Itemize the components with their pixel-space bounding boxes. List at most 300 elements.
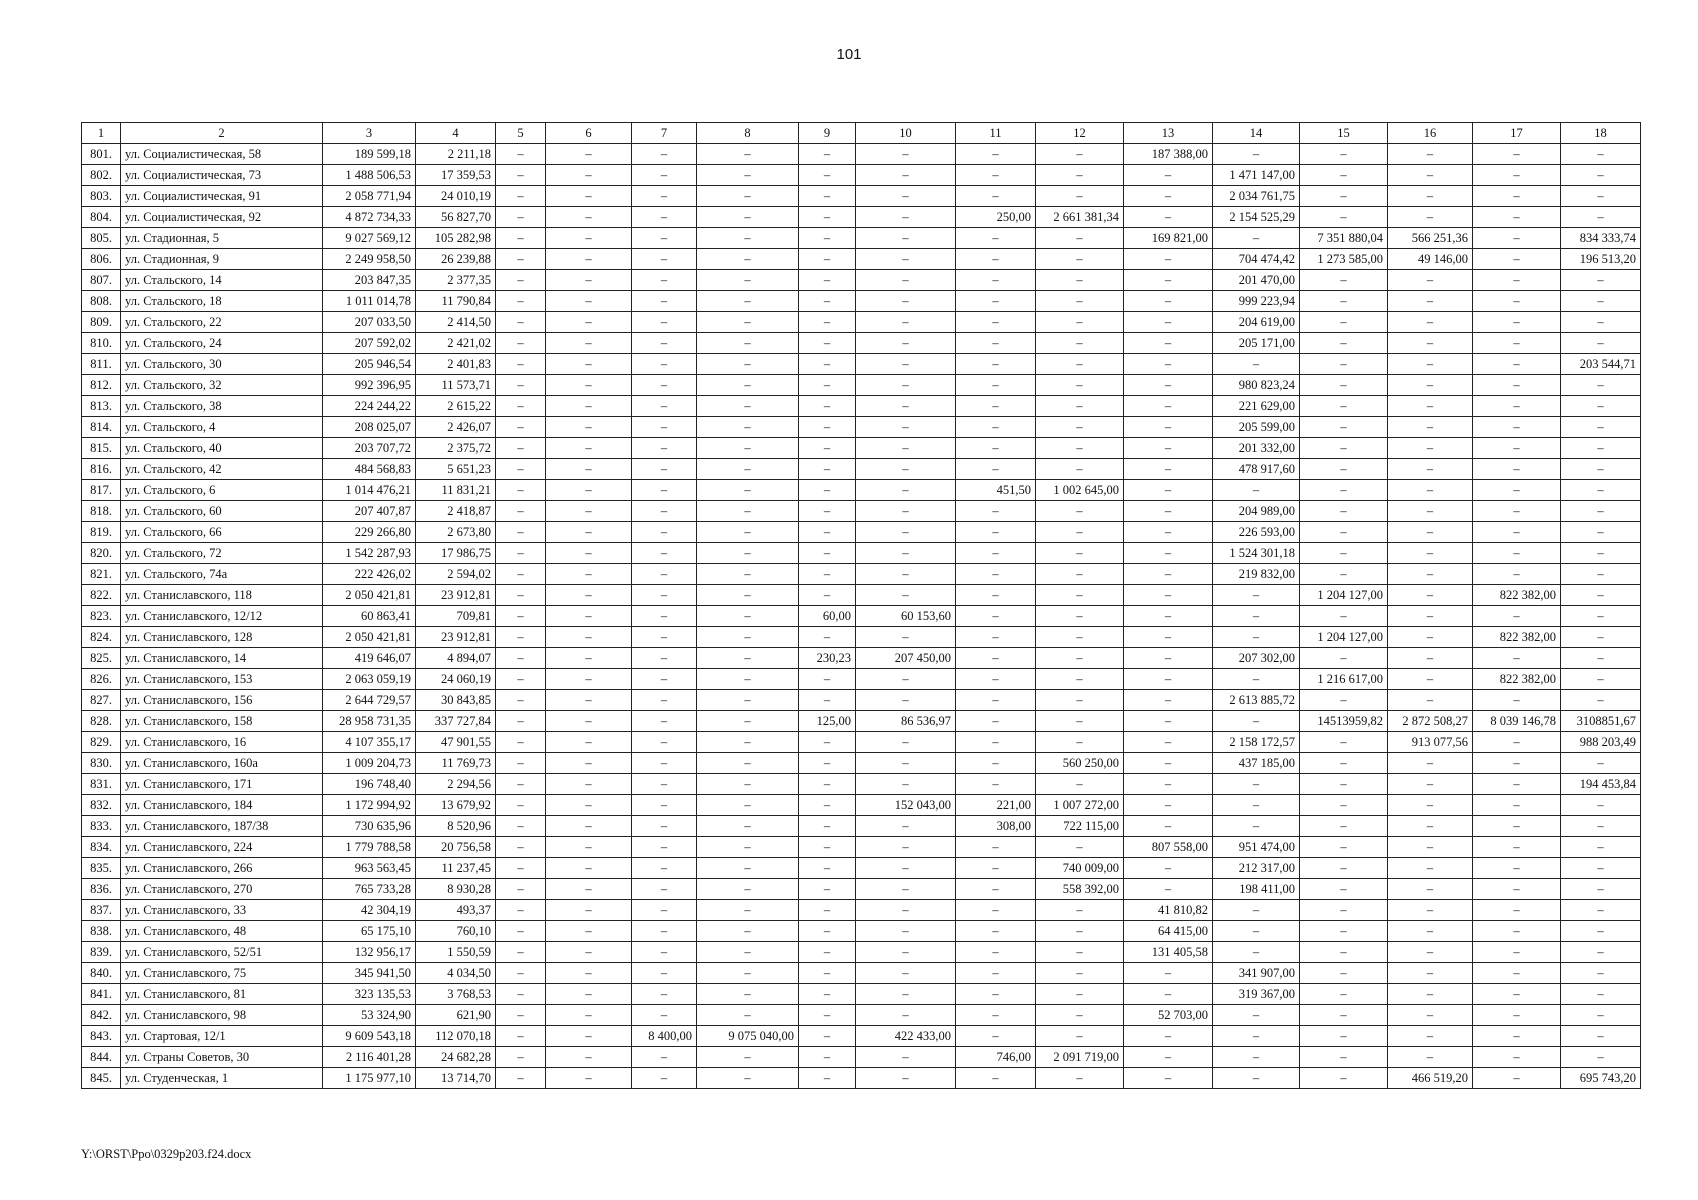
table-cell: – — [697, 501, 799, 522]
table-cell: – — [1124, 795, 1213, 816]
table-cell: – — [1213, 774, 1300, 795]
table-row — [82, 921, 1641, 942]
table-cell: 205 599,00 — [1213, 417, 1300, 438]
table-cell: 814. — [82, 417, 121, 438]
table-cell: – — [632, 501, 697, 522]
table-cell: – — [1213, 1026, 1300, 1047]
table-cell: 822 382,00 — [1473, 669, 1561, 690]
table-cell: – — [1124, 186, 1213, 207]
table-cell: – — [697, 207, 799, 228]
table-cell: – — [1473, 732, 1561, 753]
table-cell: – — [546, 144, 632, 165]
address-cell: ул. Стальского, 72 — [121, 543, 323, 564]
table-cell: – — [546, 837, 632, 858]
header-cell: 18 — [1561, 123, 1641, 144]
table-row — [82, 312, 1641, 333]
table-cell: – — [697, 480, 799, 501]
table-cell: – — [697, 396, 799, 417]
table-cell: – — [1300, 984, 1388, 1005]
table-cell: – — [1473, 375, 1561, 396]
address-cell: ул. Стадионная, 9 — [121, 249, 323, 270]
table-cell: – — [632, 564, 697, 585]
table-cell: – — [856, 312, 956, 333]
table-cell: – — [1388, 165, 1473, 186]
table-cell: – — [1388, 606, 1473, 627]
address-cell: ул. Стадионная, 5 — [121, 228, 323, 249]
table-cell: – — [632, 396, 697, 417]
table-cell: – — [1036, 564, 1124, 585]
table-cell: – — [1124, 165, 1213, 186]
table-cell: – — [956, 417, 1036, 438]
table-cell: – — [1388, 879, 1473, 900]
address-cell: ул. Социалистическая, 91 — [121, 186, 323, 207]
table-cell: – — [1036, 1068, 1124, 1089]
table-cell: – — [1561, 396, 1641, 417]
table-cell: 323 135,53 — [323, 984, 416, 1005]
table-cell: – — [496, 270, 546, 291]
table-cell: – — [546, 564, 632, 585]
table-cell: 730 635,96 — [323, 816, 416, 837]
table-cell: 30 843,85 — [416, 690, 496, 711]
table-cell: 221,00 — [956, 795, 1036, 816]
table-cell: – — [856, 396, 956, 417]
table-cell: 2 401,83 — [416, 354, 496, 375]
address-cell: ул. Станиславского, 171 — [121, 774, 323, 795]
table-cell: – — [856, 753, 956, 774]
header-cell: 10 — [856, 123, 956, 144]
table-cell: – — [1300, 165, 1388, 186]
table-cell: – — [856, 459, 956, 480]
table-cell: – — [496, 1047, 546, 1068]
table-cell: – — [1300, 291, 1388, 312]
table-cell: 60 153,60 — [856, 606, 956, 627]
table-cell: – — [1036, 585, 1124, 606]
table-row — [82, 270, 1641, 291]
table-cell: – — [956, 900, 1036, 921]
table-cell: – — [697, 375, 799, 396]
table-cell: – — [697, 690, 799, 711]
table-cell: – — [956, 774, 1036, 795]
table-cell: – — [632, 1047, 697, 1068]
header-cell: 2 — [121, 123, 323, 144]
table-cell: – — [1300, 354, 1388, 375]
table-cell: 840. — [82, 963, 121, 984]
table-cell: – — [1300, 942, 1388, 963]
table-cell: – — [1473, 291, 1561, 312]
table-cell: – — [632, 984, 697, 1005]
table-cell: 17 359,53 — [416, 165, 496, 186]
table-cell: – — [546, 417, 632, 438]
table-cell: – — [856, 186, 956, 207]
table-cell: – — [1473, 480, 1561, 501]
table-cell: 337 727,84 — [416, 711, 496, 732]
header-cell: 4 — [416, 123, 496, 144]
table-cell: 2 644 729,57 — [323, 690, 416, 711]
table-cell: – — [956, 333, 1036, 354]
table-cell: – — [1561, 543, 1641, 564]
table-cell: – — [1300, 963, 1388, 984]
table-cell: 2 116 401,28 — [323, 1047, 416, 1068]
table-cell: – — [1388, 816, 1473, 837]
address-cell: ул. Станиславского, 48 — [121, 921, 323, 942]
table-cell: – — [546, 669, 632, 690]
table-cell: – — [956, 186, 1036, 207]
table-cell: – — [697, 984, 799, 1005]
table-cell: 807 558,00 — [1124, 837, 1213, 858]
table-cell: 20 756,58 — [416, 837, 496, 858]
table-cell: 2 211,18 — [416, 144, 496, 165]
table-cell: – — [856, 858, 956, 879]
table-cell: – — [1124, 459, 1213, 480]
table-cell: – — [1124, 858, 1213, 879]
table-cell: – — [956, 984, 1036, 1005]
table-cell: – — [799, 816, 856, 837]
table-cell: – — [1300, 1026, 1388, 1047]
table-cell: – — [1561, 816, 1641, 837]
table-cell: – — [956, 354, 1036, 375]
address-cell: ул. Стальского, 40 — [121, 438, 323, 459]
table-row — [82, 1005, 1641, 1026]
table-cell: – — [496, 564, 546, 585]
table-cell: 56 827,70 — [416, 207, 496, 228]
table-cell: – — [956, 942, 1036, 963]
table-cell: – — [632, 333, 697, 354]
table-cell: – — [1213, 816, 1300, 837]
table-cell: – — [1388, 417, 1473, 438]
table-cell: 829. — [82, 732, 121, 753]
table-cell: – — [546, 732, 632, 753]
table-cell: – — [856, 585, 956, 606]
table-cell: – — [632, 627, 697, 648]
table-cell: – — [697, 585, 799, 606]
table-row — [82, 879, 1641, 900]
table-cell: – — [496, 669, 546, 690]
table-cell: – — [1473, 564, 1561, 585]
table-cell: – — [1561, 1005, 1641, 1026]
table-cell: – — [1036, 312, 1124, 333]
table-cell: – — [1561, 1047, 1641, 1068]
table-cell: – — [1124, 1047, 1213, 1068]
table-cell: – — [1561, 921, 1641, 942]
table-cell: – — [546, 480, 632, 501]
table-cell: – — [956, 438, 1036, 459]
table-row — [82, 207, 1641, 228]
table-cell: – — [956, 690, 1036, 711]
table-cell: 760,10 — [416, 921, 496, 942]
table-cell: – — [1036, 438, 1124, 459]
table-cell: 219 832,00 — [1213, 564, 1300, 585]
table-cell: – — [1036, 459, 1124, 480]
table-cell: – — [1473, 354, 1561, 375]
table-cell: – — [1388, 1047, 1473, 1068]
table-cell: – — [1388, 753, 1473, 774]
table-cell: – — [697, 438, 799, 459]
table-cell: – — [799, 858, 856, 879]
table-cell: – — [1213, 354, 1300, 375]
table-cell: 988 203,49 — [1561, 732, 1641, 753]
table-cell: – — [632, 606, 697, 627]
table-cell: 828. — [82, 711, 121, 732]
table-cell: – — [1213, 585, 1300, 606]
table-cell: – — [546, 1068, 632, 1089]
table-cell: – — [799, 1068, 856, 1089]
table-cell: – — [546, 522, 632, 543]
table-cell: – — [546, 795, 632, 816]
table-cell: 1 216 617,00 — [1300, 669, 1388, 690]
address-cell: ул. Станиславского, 33 — [121, 900, 323, 921]
table-cell: – — [1036, 606, 1124, 627]
table-cell: – — [496, 984, 546, 1005]
table-cell: – — [1473, 816, 1561, 837]
table-cell: – — [856, 165, 956, 186]
table-cell: – — [956, 270, 1036, 291]
table-cell: 4 894,07 — [416, 648, 496, 669]
table-cell: – — [697, 795, 799, 816]
table-cell: – — [799, 270, 856, 291]
table-cell: – — [1124, 396, 1213, 417]
header-cell: 7 — [632, 123, 697, 144]
table-cell: – — [1124, 207, 1213, 228]
table-cell: 60 863,41 — [323, 606, 416, 627]
header-cell: 12 — [1036, 123, 1124, 144]
table-cell: – — [799, 207, 856, 228]
header-row — [82, 123, 1641, 144]
table-cell: – — [546, 354, 632, 375]
table-cell: – — [956, 732, 1036, 753]
table-cell: – — [697, 837, 799, 858]
table-cell: – — [956, 459, 1036, 480]
table-cell: – — [956, 627, 1036, 648]
table-row — [82, 606, 1641, 627]
address-cell: ул. Станиславского, 270 — [121, 879, 323, 900]
table-cell: – — [956, 669, 1036, 690]
table-cell: – — [1561, 186, 1641, 207]
table-cell: – — [1300, 333, 1388, 354]
table-cell: – — [546, 648, 632, 669]
address-cell: ул. Станиславского, 184 — [121, 795, 323, 816]
table-cell: 1 014 476,21 — [323, 480, 416, 501]
table-cell: 23 912,81 — [416, 585, 496, 606]
table-cell: 824. — [82, 627, 121, 648]
table-cell: 841. — [82, 984, 121, 1005]
header-cell: 17 — [1473, 123, 1561, 144]
table-cell: – — [1300, 564, 1388, 585]
table-cell: – — [1561, 459, 1641, 480]
table-cell: – — [697, 291, 799, 312]
table-cell: – — [1473, 1068, 1561, 1089]
table-cell: 817. — [82, 480, 121, 501]
table-cell: – — [1300, 522, 1388, 543]
table-cell: – — [697, 564, 799, 585]
table-cell: 1 011 014,78 — [323, 291, 416, 312]
header-cell: 5 — [496, 123, 546, 144]
table-cell: – — [856, 942, 956, 963]
table-cell: 2 050 421,81 — [323, 585, 416, 606]
table-cell: – — [496, 900, 546, 921]
table-cell: – — [697, 354, 799, 375]
table-cell: – — [956, 375, 1036, 396]
table-cell: – — [956, 144, 1036, 165]
table-cell: – — [856, 732, 956, 753]
table-cell: – — [546, 333, 632, 354]
table-cell: – — [1036, 396, 1124, 417]
table-cell: – — [1473, 837, 1561, 858]
table-row — [82, 543, 1641, 564]
table-cell: 345 941,50 — [323, 963, 416, 984]
address-cell: ул. Станиславского, 156 — [121, 690, 323, 711]
table-cell: 2 294,56 — [416, 774, 496, 795]
table-cell: – — [1388, 648, 1473, 669]
table-cell: – — [956, 921, 1036, 942]
header-cell: 3 — [323, 123, 416, 144]
table-cell: – — [632, 921, 697, 942]
table-cell: – — [632, 375, 697, 396]
table-cell: – — [1124, 312, 1213, 333]
table-cell: – — [1124, 480, 1213, 501]
table-cell: – — [496, 648, 546, 669]
table-cell: – — [1473, 417, 1561, 438]
table-row — [82, 249, 1641, 270]
table-cell: – — [1124, 816, 1213, 837]
table-cell: 196 748,40 — [323, 774, 416, 795]
table-row — [82, 375, 1641, 396]
table-cell: – — [1561, 942, 1641, 963]
table-cell: 2 872 508,27 — [1388, 711, 1473, 732]
table-cell: – — [856, 270, 956, 291]
address-cell: ул. Станиславского, 75 — [121, 963, 323, 984]
table-cell: 419 646,07 — [323, 648, 416, 669]
table-cell: – — [1036, 144, 1124, 165]
table-cell: – — [1388, 837, 1473, 858]
table-cell: – — [799, 732, 856, 753]
table-cell: – — [697, 963, 799, 984]
address-cell: ул. Стальского, 66 — [121, 522, 323, 543]
table-cell: 198 411,00 — [1213, 879, 1300, 900]
table-cell: – — [1473, 753, 1561, 774]
table-cell: 765 733,28 — [323, 879, 416, 900]
table-row — [82, 459, 1641, 480]
table-cell: – — [1388, 900, 1473, 921]
table-cell: 810. — [82, 333, 121, 354]
table-cell: – — [632, 249, 697, 270]
address-cell: ул. Стальского, 74а — [121, 564, 323, 585]
table-cell: – — [799, 879, 856, 900]
table-cell: – — [956, 312, 1036, 333]
table-cell: – — [1388, 291, 1473, 312]
table-cell: – — [546, 984, 632, 1005]
table-cell: – — [799, 795, 856, 816]
table-cell: – — [1036, 648, 1124, 669]
table-row — [82, 165, 1641, 186]
table-cell: – — [1036, 1005, 1124, 1026]
table-cell: – — [1561, 1026, 1641, 1047]
table-cell: – — [1036, 627, 1124, 648]
table-cell: – — [496, 585, 546, 606]
table-cell: 196 513,20 — [1561, 249, 1641, 270]
table-cell: – — [546, 858, 632, 879]
header-cell: 6 — [546, 123, 632, 144]
table-cell: – — [632, 270, 697, 291]
address-cell: ул. Станиславского, 52/51 — [121, 942, 323, 963]
table-cell: 207 450,00 — [856, 648, 956, 669]
table-cell: – — [799, 627, 856, 648]
table-cell: – — [632, 438, 697, 459]
table-cell: – — [1036, 963, 1124, 984]
table-cell: – — [1300, 375, 1388, 396]
table-cell: – — [1561, 333, 1641, 354]
table-cell: – — [1124, 543, 1213, 564]
table-cell: – — [856, 480, 956, 501]
table-cell: – — [799, 543, 856, 564]
table-cell: – — [799, 375, 856, 396]
table-cell: – — [1124, 669, 1213, 690]
table-cell: – — [496, 459, 546, 480]
table-row — [82, 690, 1641, 711]
table-row — [82, 648, 1641, 669]
table-cell: – — [496, 942, 546, 963]
table-cell: 308,00 — [956, 816, 1036, 837]
address-cell: ул. Станиславского, 81 — [121, 984, 323, 1005]
table-cell: – — [1124, 879, 1213, 900]
table-cell: – — [496, 690, 546, 711]
table-cell: – — [697, 879, 799, 900]
table-cell: – — [632, 543, 697, 564]
table-cell: – — [799, 417, 856, 438]
table-cell: – — [632, 354, 697, 375]
table-cell: 2 158 172,57 — [1213, 732, 1300, 753]
table-cell: – — [799, 837, 856, 858]
table-cell: – — [546, 921, 632, 942]
table-cell: – — [697, 1005, 799, 1026]
table-cell: – — [1473, 858, 1561, 879]
table-cell: – — [546, 501, 632, 522]
table-cell: – — [546, 606, 632, 627]
table-cell: – — [1388, 585, 1473, 606]
table-cell: 740 009,00 — [1036, 858, 1124, 879]
table-row — [82, 732, 1641, 753]
table-cell: – — [956, 543, 1036, 564]
table-cell: – — [632, 459, 697, 480]
table-cell: 8 039 146,78 — [1473, 711, 1561, 732]
table-cell: 203 847,35 — [323, 270, 416, 291]
table-row — [82, 333, 1641, 354]
table-cell: – — [1036, 354, 1124, 375]
data-table — [81, 122, 1641, 1089]
address-cell: ул. Стальского, 6 — [121, 480, 323, 501]
table-cell: – — [1036, 522, 1124, 543]
table-cell: – — [697, 627, 799, 648]
table-cell: – — [1036, 165, 1124, 186]
table-cell: 963 563,45 — [323, 858, 416, 879]
table-cell: – — [1124, 627, 1213, 648]
table-cell: 187 388,00 — [1124, 144, 1213, 165]
table-cell: – — [697, 606, 799, 627]
table-cell: – — [632, 732, 697, 753]
table-cell: – — [632, 711, 697, 732]
table-cell: 836. — [82, 879, 121, 900]
table-cell: – — [856, 543, 956, 564]
table-cell: 437 185,00 — [1213, 753, 1300, 774]
table-cell: – — [632, 291, 697, 312]
table-row — [82, 774, 1641, 795]
table-cell: – — [496, 963, 546, 984]
table-cell: 207 302,00 — [1213, 648, 1300, 669]
header-cell: 13 — [1124, 123, 1213, 144]
table-cell: – — [1124, 585, 1213, 606]
address-cell: ул. Социалистическая, 73 — [121, 165, 323, 186]
table-cell: – — [856, 207, 956, 228]
table-cell: – — [1561, 690, 1641, 711]
